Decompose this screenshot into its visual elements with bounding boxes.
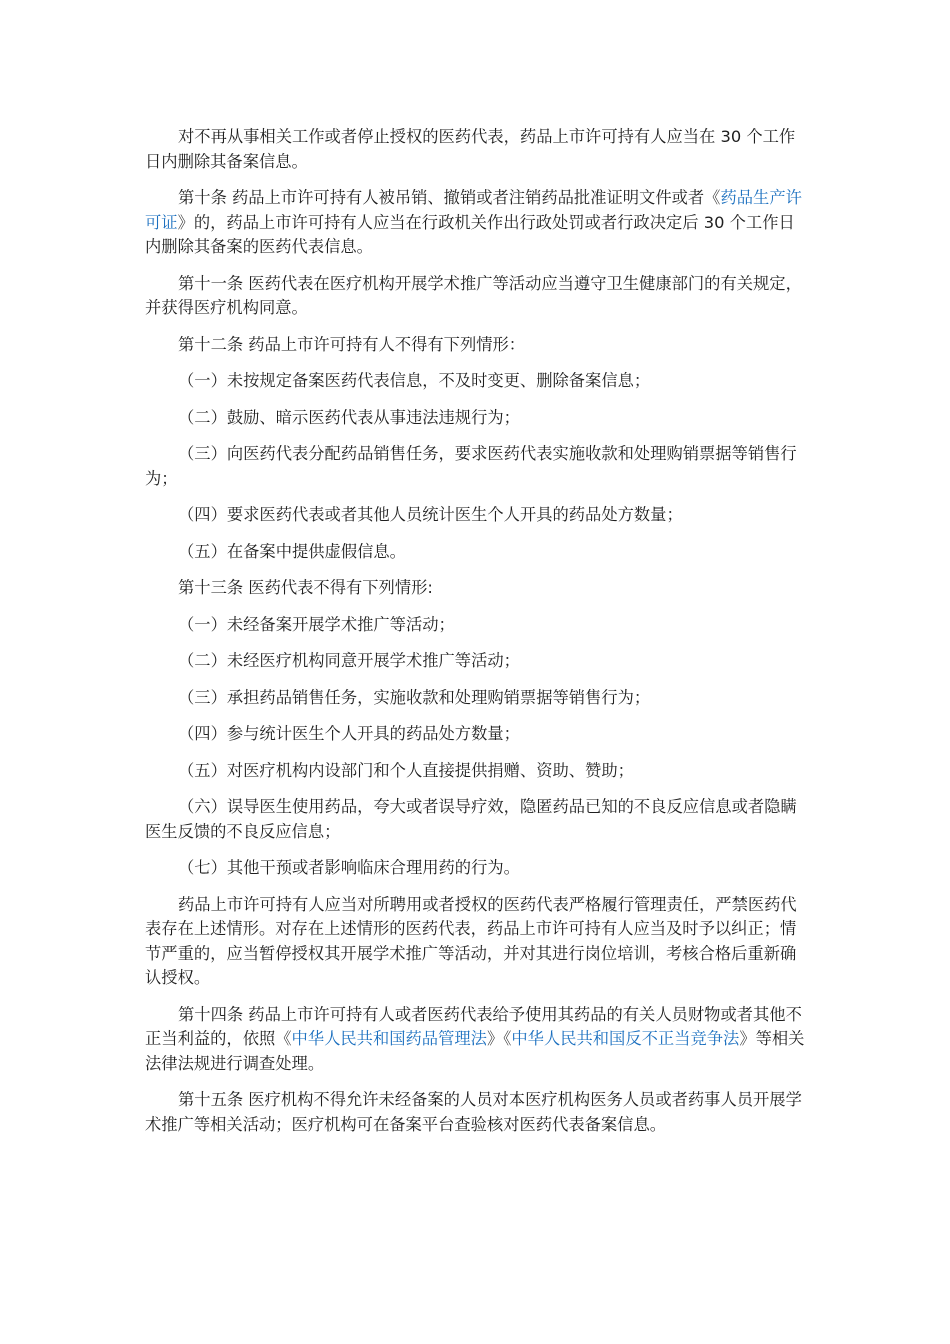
paragraph-text: （四）要求医药代表或者其他人员统计医生个人开具的药品处方数量； (178, 505, 683, 524)
paragraph-text: （一）未经备案开展学术推广等活动； (178, 614, 455, 634)
paragraph (145, 795, 809, 844)
paragraph-text: （五）在备案中提供虚假信息。 (178, 541, 406, 561)
paragraph-text: （三）向医药代表分配药品销售任务，要求医药代表实施收款和处理购销票据等销售行为； (145, 444, 797, 488)
paragraph-text: （四）参与统计医生个人开具的药品处方数量； (178, 724, 520, 743)
paragraph-text: 第十一条 医药代表在医疗机构开展学术推广等活动应当遵守卫生健康部门的有关规定，并获得医疗机构同意。 (145, 273, 802, 317)
law-link[interactable]: 中华人民共和国药品管理法 (291, 1029, 487, 1048)
paragraph (145, 722, 809, 747)
paragraph-text: 第十四条 药品上市许可持有人或者医药代表给予使用其药品的有关人员财物或者其他不正当利益的，依照《 (145, 1004, 802, 1048)
paragraph (145, 649, 809, 674)
paragraph-text: 第十二条 药品上市许可持有人不得有下列情形： (178, 334, 526, 354)
paragraph (145, 893, 809, 991)
paragraph (145, 186, 809, 260)
paragraph-text: （一）未按规定备案医药代表信息，不及时变更、删除备案信息； (178, 371, 651, 390)
paragraph (145, 686, 809, 711)
paragraph (145, 125, 809, 174)
paragraph-text: 》的，药品上市许可持有人应当在行政机关作出行政处罚或者行政决定后 30 个工作日内删除其备案的医药代表信息。 (145, 212, 795, 256)
paragraph (145, 272, 809, 321)
law-link[interactable]: 中华人民共和国反不正当竞争法 (511, 1029, 740, 1048)
paragraph (145, 613, 809, 638)
paragraph-text: （六）误导医生使用药品，夸大或者误导疗效，隐匿药品已知的不良反应信息或者隐瞒医生反馈的不良反应信息； (145, 797, 797, 841)
paragraph (145, 540, 809, 565)
paragraph (145, 333, 809, 358)
paragraph (145, 442, 809, 491)
paragraph-text: （二）鼓励、暗示医药代表从事违法违规行为； (178, 407, 520, 427)
law-link[interactable]: 药品生产许可证 (145, 188, 802, 232)
paragraph (145, 1003, 809, 1077)
paragraph (145, 1088, 809, 1137)
paragraph-text: （七）其他干预或者影响临床合理用药的行为。 (178, 858, 520, 877)
paragraph (145, 856, 809, 881)
paragraph-text: （二）未经医疗机构同意开展学术推广等活动； (178, 651, 520, 670)
paragraph-text: （五）对医疗机构内设部门和个人直接提供捐赠、资助、赞助； (178, 760, 634, 780)
paragraph (145, 406, 809, 431)
paragraph-text: 》等相关法律法规进行调查处理。 (145, 1029, 805, 1073)
paragraph-text: （三）承担药品销售任务，实施收款和处理购销票据等销售行为； (178, 687, 651, 707)
paragraph (145, 576, 809, 601)
paragraph-text: 对不再从事相关工作或者停止授权的医药代表，药品上市许可持有人应当在 30 个工作日内删除其备案信息。 (145, 127, 796, 171)
paragraph (145, 759, 809, 784)
paragraph-text: 第十五条 医疗机构不得允许未经备案的人员对本医疗机构医务人员或者药事人员开展学术推广等相关活动；医疗机构可在备案平台查验核对医药代表备案信息。 (145, 1090, 802, 1134)
paragraph-text: 药品上市许可持有人应当对所聘用或者授权的医药代表严格履行管理责任，严禁医药代表存在上述情形。对存在上述情形的医药代表，药品上市许可持有人应当及时予以纠正；情节严重的，应当暂停授权其开展学术推广等活动，并对其进行岗位培训，考核合格后重新确认授权。 (145, 894, 797, 987)
paragraph-text: 》《 (486, 1029, 512, 1048)
paragraph (145, 503, 809, 528)
paragraph (145, 369, 809, 394)
paragraph-text: 第十条 药品上市许可持有人被吊销、撤销或者注销药品批准证明文件或者《 (178, 188, 721, 207)
document-body (145, 125, 809, 1149)
paragraph-text: 第十三条 医药代表不得有下列情形: (178, 578, 433, 597)
